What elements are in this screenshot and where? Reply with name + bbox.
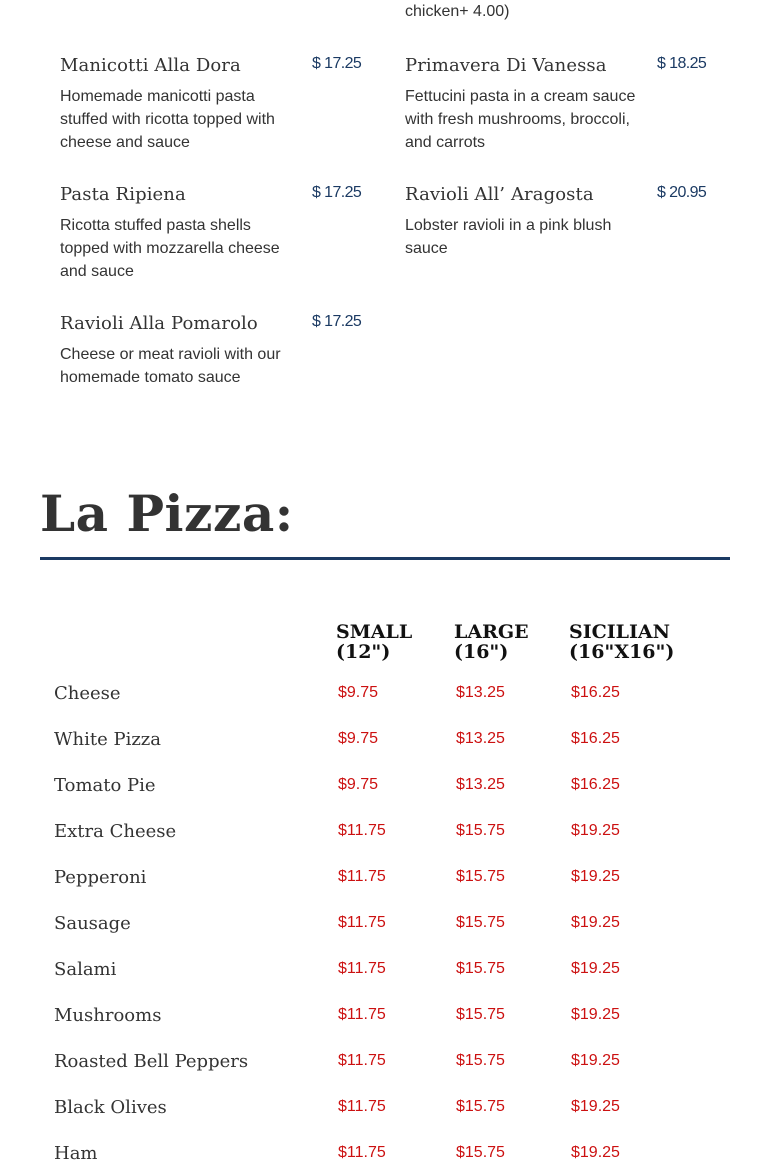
column-header-small	[336, 622, 412, 662]
price-small: $11.75	[338, 1098, 386, 1115]
price-small: $11.75	[338, 1144, 386, 1161]
column-header-size: (16"X16")	[569, 641, 675, 663]
price-small: $9.75	[338, 730, 379, 747]
price-sicilian: $19.25	[571, 960, 620, 977]
price-large: $13.25	[456, 776, 505, 793]
item-description: Homemade manicotti pasta stuffed with ricotta topped with cheese and sauce	[60, 88, 275, 151]
item-price: $ 17.25	[312, 184, 362, 201]
table-row	[0, 1005, 770, 1035]
price-sicilian: $16.25	[571, 776, 620, 793]
table-row	[0, 913, 770, 943]
price-sicilian: $19.25	[571, 1144, 620, 1161]
price-large: $15.75	[456, 914, 505, 931]
price-small: $9.75	[338, 776, 379, 793]
pizza-name: Ham	[54, 1143, 98, 1164]
pizza-name: Tomato Pie	[54, 775, 156, 796]
item-description: Ricotta stuffed pasta shells topped with mozzarella cheese and sauce	[60, 217, 280, 280]
section-divider	[40, 557, 730, 560]
price-large: $15.75	[456, 1006, 505, 1023]
item-name: Primavera Di Vanessa	[405, 55, 607, 76]
price-sicilian: $19.25	[571, 1052, 620, 1069]
item-price: $ 18.25	[657, 55, 707, 72]
price-small: $11.75	[338, 1006, 386, 1023]
price-sicilian: $19.25	[571, 1098, 620, 1115]
table-row	[0, 1051, 770, 1081]
table-row	[0, 1143, 770, 1173]
pizza-name: White Pizza	[54, 729, 162, 750]
price-sicilian: $16.25	[571, 684, 620, 701]
previous-item-description-tail: chicken+ 4.00)	[405, 3, 510, 20]
price-small: $11.75	[338, 960, 386, 977]
column-header-size: (12")	[336, 641, 391, 663]
price-large: $13.25	[456, 730, 505, 747]
price-large: $13.25	[456, 684, 505, 701]
price-small: $11.75	[338, 914, 386, 931]
price-large: $15.75	[456, 822, 505, 839]
table-row	[0, 959, 770, 989]
pizza-name: Salami	[54, 959, 117, 980]
price-sicilian: $19.25	[571, 822, 620, 839]
column-header-size: (16")	[454, 641, 509, 663]
item-description: Fettucini pasta in a cream sauce with fresh mushrooms, broccoli, and carrots	[405, 88, 636, 151]
column-header-label: SMALL	[336, 621, 413, 643]
item-price: $ 17.25	[312, 55, 362, 72]
pizza-name: Cheese	[54, 683, 121, 704]
table-row	[0, 683, 770, 713]
price-small: $11.75	[338, 822, 386, 839]
price-large: $15.75	[456, 1144, 505, 1161]
price-large: $15.75	[456, 868, 505, 885]
price-small: $9.75	[338, 684, 379, 701]
column-header-sicilian	[569, 622, 674, 662]
section-title: La Pizza:	[40, 484, 294, 543]
price-large: $15.75	[456, 1052, 505, 1069]
pizza-name: Mushrooms	[54, 1005, 162, 1026]
item-description: Cheese or meat ravioli with our homemade tomato sauce	[60, 346, 281, 386]
price-large: $15.75	[456, 1098, 505, 1115]
table-row	[0, 1097, 770, 1127]
pizza-name: Sausage	[54, 913, 131, 934]
item-name: Ravioli All’ Aragosta	[405, 184, 594, 205]
item-name: Manicotti Alla Dora	[60, 55, 241, 76]
item-price: $ 20.95	[657, 184, 707, 201]
price-sicilian: $19.25	[571, 1006, 620, 1023]
table-row	[0, 775, 770, 805]
table-row	[0, 867, 770, 897]
item-price: $ 17.25	[312, 313, 362, 330]
item-description: Lobster ravioli in a pink blush sauce	[405, 217, 612, 257]
pizza-name: Extra Cheese	[54, 821, 177, 842]
column-header-large	[454, 622, 529, 662]
pizza-name: Roasted Bell Peppers	[54, 1051, 249, 1072]
price-sicilian: $19.25	[571, 868, 620, 885]
table-row	[0, 821, 770, 851]
price-sicilian: $19.25	[571, 914, 620, 931]
item-name: Ravioli Alla Pomarolo	[60, 313, 258, 334]
column-header-label: LARGE	[454, 621, 529, 643]
pizza-name: Pepperoni	[54, 867, 147, 888]
price-large: $15.75	[456, 960, 505, 977]
price-small: $11.75	[338, 1052, 386, 1069]
item-name: Pasta Ripiena	[60, 184, 186, 205]
column-header-label: SICILIAN	[569, 621, 670, 643]
table-row	[0, 729, 770, 759]
pizza-name: Black Olives	[54, 1097, 167, 1118]
price-sicilian: $16.25	[571, 730, 620, 747]
price-small: $11.75	[338, 868, 386, 885]
